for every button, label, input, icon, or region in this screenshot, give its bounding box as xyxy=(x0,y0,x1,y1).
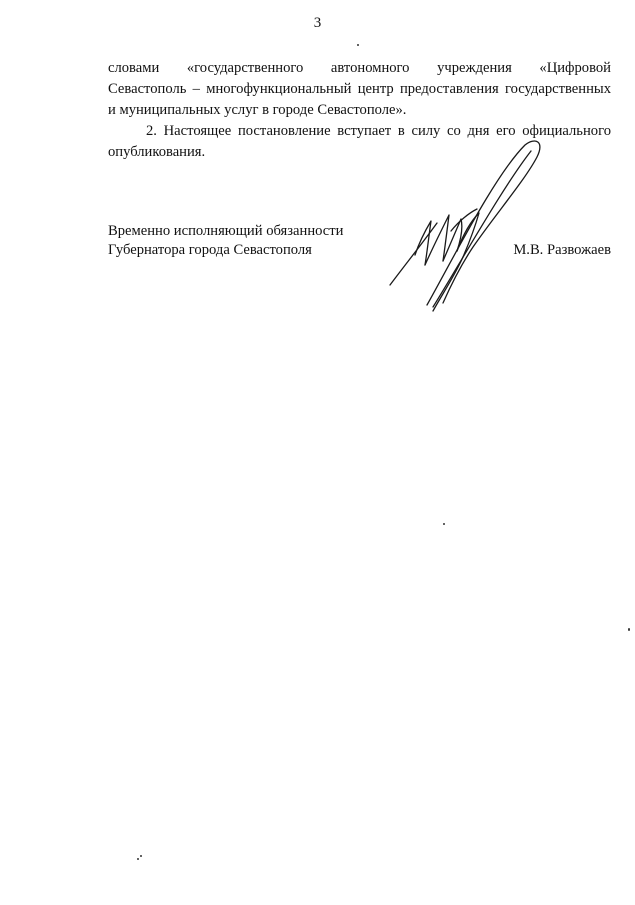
signer-name: М.В. Развожаев xyxy=(513,242,611,258)
scan-speck xyxy=(357,44,359,46)
scan-speck xyxy=(628,628,630,631)
paragraph-1 xyxy=(108,58,611,121)
scan-speck xyxy=(137,858,139,860)
paragraph-1-line-2: Севастополь – многофункциональный центр предоставления государственных xyxy=(108,81,611,97)
scan-speck xyxy=(140,855,142,857)
signer-position-line-2: Губернатора города Севастополя xyxy=(108,242,312,258)
signature-block xyxy=(108,222,343,260)
scan-speck xyxy=(443,523,445,525)
page-number: 3 xyxy=(313,15,322,31)
paragraph-2-line-2: опубликования. xyxy=(108,144,206,160)
paragraph-1-line-1: словами «государственного автономного учреждения «Цифровой xyxy=(108,60,611,76)
paragraph-2-line-1: 2. Настоящее постановление вступает в силу со дня его официального xyxy=(146,123,611,139)
signer-position-line-1: Временно исполняющий обязанности xyxy=(108,223,344,239)
paragraph-1-line-3: и муниципальных услуг в городе Севастополе». xyxy=(108,102,407,118)
handwritten-signature xyxy=(385,135,550,315)
